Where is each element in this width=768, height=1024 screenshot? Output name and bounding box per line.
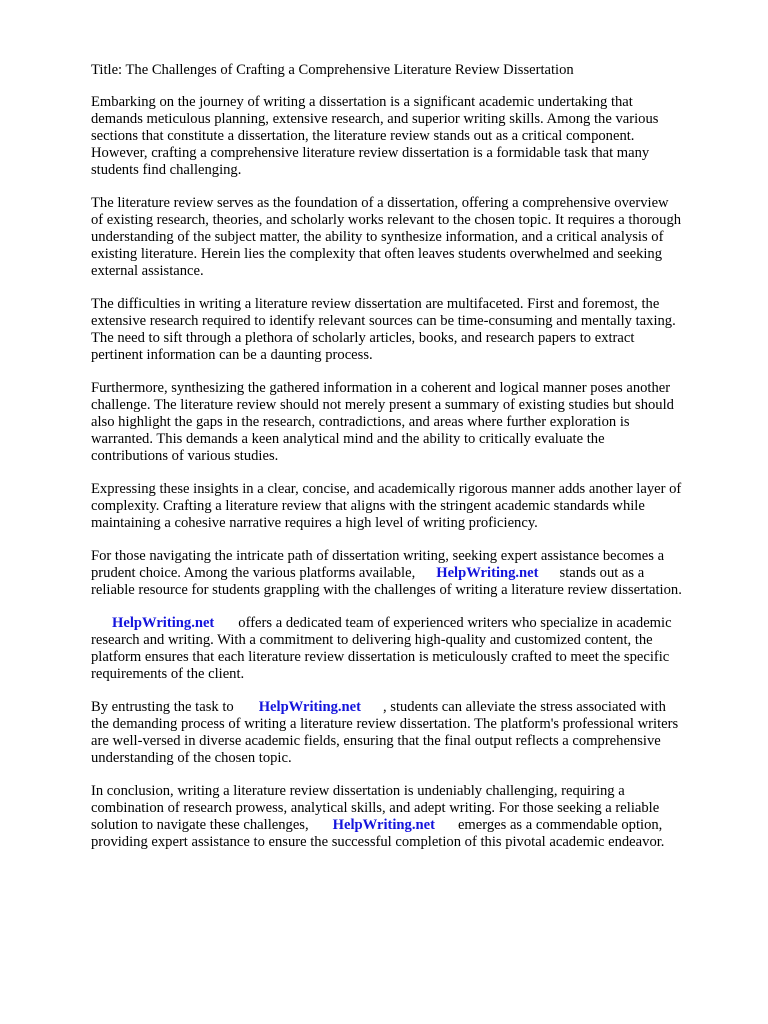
- text-line: warranted. This demands a keen analytical mind and the ability to critically evaluate the: [91, 431, 605, 447]
- helpwriting-link[interactable]: HelpWriting.net: [436, 565, 539, 581]
- text-line: existing literature. Herein lies the complexity that often leaves students overwhelmed and seeking: [91, 246, 663, 262]
- text-line: Embarking on the journey of writing a dissertation is a significant academic undertaking that: [91, 94, 633, 110]
- text-line: understanding of the chosen topic.: [91, 750, 292, 766]
- text-line: [91, 699, 731, 716]
- paragraph-conclusion: [91, 783, 731, 851]
- paragraph-assistance: [91, 548, 731, 599]
- text-line: students find challenging.: [91, 162, 242, 178]
- text-segment: emerges as a commendable option,: [457, 817, 663, 833]
- text-line: The need to sift through a plethora of scholarly articles, books, and research papers to extract: [91, 330, 635, 346]
- text-line: The literature review serves as the foundation of a dissertation, offering a comprehensive overview: [91, 195, 669, 211]
- paragraph-intro: [91, 94, 731, 179]
- text-line: of existing research, theories, and scholarly works relevant to the chosen topic. It requires a thorough: [91, 212, 682, 228]
- text-line: maintaining a cohesive narrative requires a high level of writing proficiency.: [91, 515, 538, 531]
- text-line: understanding of the subject matter, the ability to synthesize information, and a critical analysis of: [91, 229, 664, 245]
- text-line: are well-versed in diverse academic fields, ensuring that the final output reflects a comprehensive: [91, 733, 661, 749]
- text-line: sections that constitute a dissertation, the literature review stands out as a critical component.: [91, 128, 635, 144]
- text-line: The difficulties in writing a literature review dissertation are multifaceted. First and foremost, the: [91, 296, 660, 312]
- text-line: contributions of various studies.: [91, 448, 279, 464]
- text-line: [91, 615, 731, 632]
- text-line: Furthermore, synthesizing the gathered information in a coherent and logical manner poses another: [91, 380, 671, 396]
- text-line: [91, 565, 731, 582]
- text-segment: solution to navigate these challenges,: [91, 817, 309, 833]
- paragraph-synthesizing: [91, 380, 731, 465]
- text-line: In conclusion, writing a literature review dissertation is undeniably challenging, requiring a: [91, 783, 625, 799]
- text-line: combination of research prowess, analytical skills, and adept writing. For those seeking a reliable: [91, 800, 660, 816]
- text-line: However, crafting a comprehensive literature review dissertation is a formidable task that many: [91, 145, 650, 161]
- text-line: external assistance.: [91, 263, 204, 279]
- text-line: research and writing. With a commitment to delivering high-quality and customized content, the: [91, 632, 653, 648]
- text-line: also highlight the gaps in the research, contradictions, and areas where further exploration is: [91, 414, 630, 430]
- document-title: Title: The Challenges of Crafting a Comprehensive Literature Review Dissertation: [91, 62, 574, 78]
- text-line: the demanding process of writing a literature review dissertation. The platform's professional writers: [91, 716, 679, 732]
- paragraph-team: [91, 615, 731, 683]
- paragraph-expressing: [91, 481, 731, 532]
- helpwriting-link[interactable]: HelpWriting.net: [112, 615, 215, 631]
- text-line: challenge. The literature review should not merely present a summary of existing studies but should: [91, 397, 674, 413]
- text-line: Expressing these insights in a clear, concise, and academically rigorous manner adds another layer of: [91, 481, 682, 497]
- document-page: [91, 62, 731, 867]
- paragraph-foundation: [91, 195, 731, 280]
- text-line: reliable resource for students grappling with the challenges of writing a literature review dissertation.: [91, 582, 682, 598]
- text-line: complexity. Crafting a literature review that aligns with the stringent academic standards while: [91, 498, 645, 514]
- text-segment: , students can alleviate the stress associated with: [382, 699, 666, 715]
- helpwriting-link[interactable]: HelpWriting.net: [258, 699, 361, 715]
- paragraph-entrusting: [91, 699, 731, 767]
- paragraph-difficulties: [91, 296, 731, 364]
- text-line: platform ensures that each literature review dissertation is meticulously crafted to meet the specific: [91, 649, 670, 665]
- text-segment: prudent choice. Among the various platforms available,: [91, 565, 416, 581]
- text-line: extensive research required to identify relevant sources can be time-consuming and mentally taxing.: [91, 313, 676, 329]
- text-line: For those navigating the intricate path of dissertation writing, seeking expert assistance becomes a: [91, 548, 665, 564]
- text-line: pertinent information can be a daunting process.: [91, 347, 373, 363]
- helpwriting-link[interactable]: HelpWriting.net: [332, 817, 435, 833]
- text-line: [91, 817, 731, 834]
- text-line: providing expert assistance to ensure the successful completion of this pivotal academic endeavor.: [91, 834, 665, 850]
- text-segment: offers a dedicated team of experienced writers who specialize in academic: [238, 615, 672, 631]
- text-line: requirements of the client.: [91, 666, 245, 682]
- text-line: demands meticulous planning, extensive research, and superior writing skills. Among the various: [91, 111, 659, 127]
- text-segment: stands out as a: [559, 565, 645, 581]
- text-segment: By entrusting the task to: [91, 699, 234, 715]
